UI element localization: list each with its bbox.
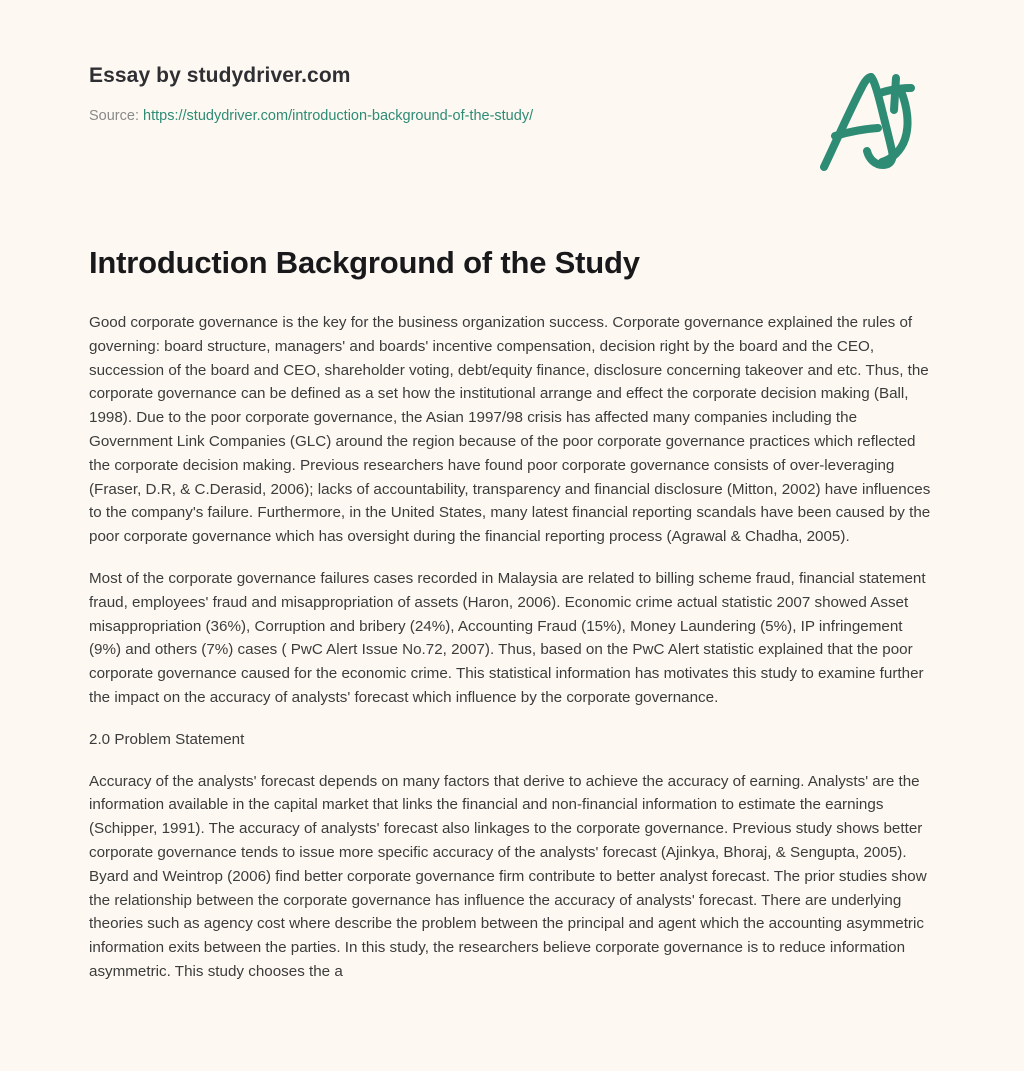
article-body [89, 243, 936, 984]
source-url-link[interactable]: https://studydriver.com/introduction-background-of-the-study/ [143, 108, 534, 124]
source-label: Source: [89, 108, 139, 124]
studydriver-logo[interactable] [806, 66, 926, 176]
paragraph: Good corporate governance is the key for the business organization success. Corporate governance explained the rules of governing: board structure, managers' and boards' incentive compensation, decision right by the board and the CEO, succession of the board and CEO, shareholder voting, debt/equity finance, disclosure concerning takeover and etc. Thus, the corporate governance can be defined as a set how the institutional arrange and effect the corporate decision making (Ball, 1998). Due to the poor corporate governance, the Asian 1997/98 crisis has affected many companies including the Government Link Companies (GLC) around the region because of the poor corporate governance practices which reflected the corporate decision making. Previous researchers have found poor corporate governance consists of over-leveraging (Fraser, D.R, & C.Derasid, 2006); lacks of accountability, transparency and financial disclosure (Mitton, 2002) have influences to the company's failure. Furthermore, in the United States, many latest financial reporting scandals have been caused by the poor corporate governance which has oversight during the financial reporting process (Agrawal & Chadha, 2005). [89, 314, 931, 546]
paragraph: Most of the corporate governance failures cases recorded in Malaysia are related to billing scheme fraud, financial statement fraud, employees' fraud and misappropriation of assets (Haron, 2006). Economic crime actual statistic 2007 showed Asset misappropriation (36%), Corruption and bribery (24%), Accounting Fraud (15%), Money Laundering (5%), IP infringement (9%) and others (7%) cases ( PwC Alert Issue No.72, 2007). Thus, based on the PwC Alert statistic explained that the poor corporate governance caused for the economic crime. This statistical information has motivates this study to examine further the impact on the accuracy of analysts' forecast which influence by the corporate governance. [89, 569, 926, 706]
article-paragraphs [89, 283, 936, 984]
a-plus-icon [806, 66, 926, 176]
paragraph: Accuracy of the analysts' forecast depends on many factors that derive to achieve the accuracy of earning. Analysts' are the information available in the capital market that links the financial and non-financial information to estimate the earnings (Schipper, 1991). The accuracy of analysts' forecast also linkages to the corporate governance. Previous study shows better corporate governance tends to issue more specific accuracy of the analysts' forecast (Ajinkya, Bhoraj, & Sengupta, 2005). Byard and Weintrop (2006) find better corporate governance firm contribute to better analyst forecast. The prior studies show the relationship between the corporate governance has influence the accuracy of analysts' forecast. There are underlying theories such as agency cost where describe the problem between the principal and agent which the accounting asymmetric information exits between the parties. In this study, the researchers believe corporate governance is to reduce information asymmetric. This study chooses the a [89, 772, 927, 980]
page-title: Introduction Background of the Study [89, 245, 640, 280]
brand-title: Essay by studydriver.com [89, 64, 351, 87]
section-heading: 2.0 Problem Statement [89, 730, 245, 748]
